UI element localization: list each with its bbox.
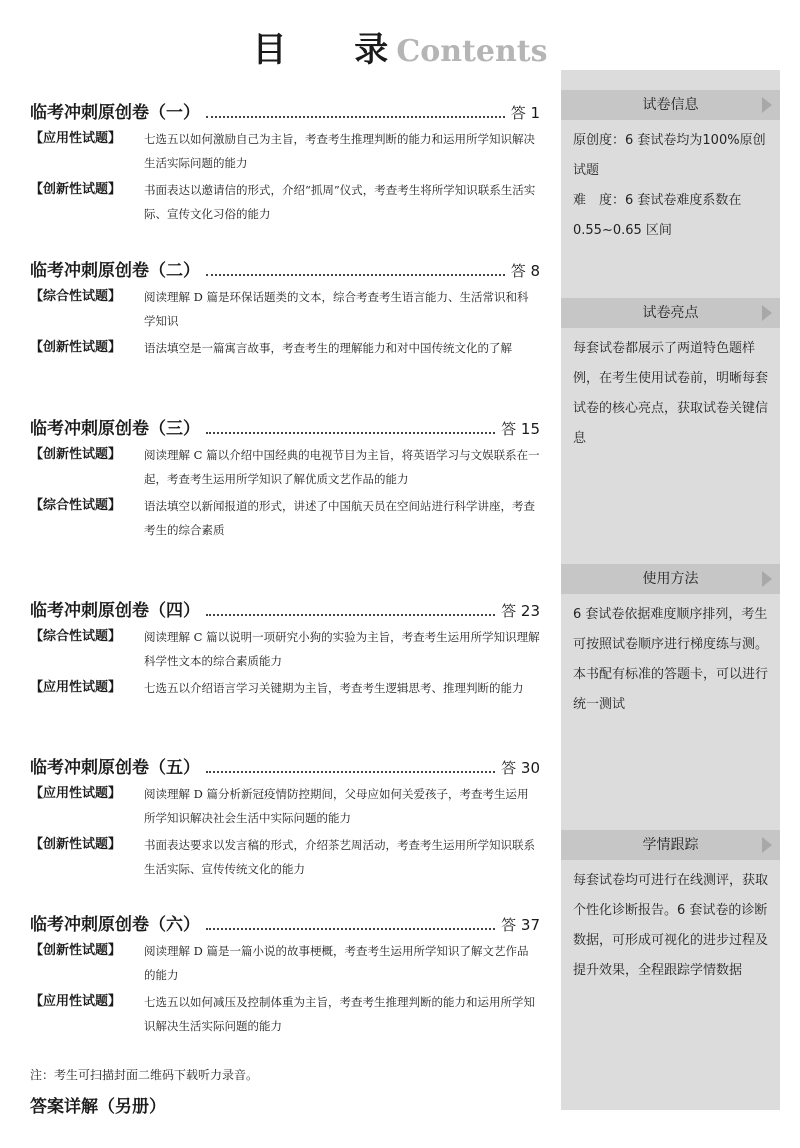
item-tag: 【应用性试题】 <box>30 131 122 146</box>
leader-dots <box>206 260 505 276</box>
item-description: 阅读理解 D 篇是环保话题类的文本，综合考查考生语言能力、生活常识和科学知识 <box>144 290 529 328</box>
item-tag: 【创新性试题】 <box>30 943 122 958</box>
triangle-arrow-icon <box>762 571 772 587</box>
sidebar-section-tracking <box>561 830 780 986</box>
highlight-item <box>30 782 540 830</box>
sidebar-heading-label: 试卷亮点 <box>642 305 699 321</box>
leader-dots <box>206 600 495 616</box>
page-title <box>0 22 800 71</box>
item-description: 阅读理解 C 篇以说明一项研究小狗的实验为主旨，考查考生运用所学知识理解科学性文本的综合素质能力 <box>144 630 540 668</box>
item-tag: 【综合性试题】 <box>30 289 122 304</box>
triangle-arrow-icon <box>762 305 772 321</box>
item-tag: 【应用性试题】 <box>30 994 122 1009</box>
item-tag: 【创新性试题】 <box>30 837 122 852</box>
toc-entry-header[interactable] <box>30 596 540 622</box>
item-tag: 【综合性试题】 <box>30 629 122 644</box>
sidebar-section-body <box>561 328 780 454</box>
item-description: 七选五以如何减压及控制体重为主旨，考查考生推理判断的能力和运用所学知识解决生活实际问题的能力 <box>144 995 535 1033</box>
leader-dots <box>206 418 495 434</box>
sidebar-section-body <box>561 594 780 720</box>
leader-dots <box>206 102 505 118</box>
paper-title: 临考冲刺原创卷（二） <box>30 261 200 281</box>
answer-page: 答 37 <box>501 916 540 934</box>
item-description: 阅读理解 C 篇以介绍中国经典的电视节目为主旨，将英语学习与文娱联系在一起，考查考生运用所学知识了解优质文艺作品的能力 <box>144 448 540 486</box>
sidebar-section-heading <box>561 830 780 860</box>
sidebar-section-body <box>561 120 780 246</box>
toc-entry[interactable] <box>30 256 540 360</box>
sidebar-heading-label: 学情跟踪 <box>642 837 699 853</box>
highlight-item <box>30 336 540 360</box>
item-tag: 【创新性试题】 <box>30 447 122 462</box>
toc-entry-header[interactable] <box>30 256 540 282</box>
toc-entry-header[interactable] <box>30 910 540 936</box>
triangle-arrow-icon <box>762 837 772 853</box>
sidebar-heading-label: 使用方法 <box>642 571 699 587</box>
answers-heading: 答案详解（另册） <box>30 1097 166 1117</box>
toc-entry[interactable] <box>30 596 540 700</box>
toc-entry[interactable] <box>30 910 540 1038</box>
highlight-item <box>30 285 540 333</box>
highlight-item <box>30 676 540 700</box>
highlight-item <box>30 494 540 542</box>
toc-entry-header[interactable] <box>30 98 540 124</box>
item-description: 七选五以介绍语言学习关键期为主旨，考查考生逻辑思考、推理判断的能力 <box>144 681 524 695</box>
item-tag: 【应用性试题】 <box>30 680 122 695</box>
sidebar-body-text: 6 套试卷依据难度顺序排列，考生可按照试卷顺序进行梯度练与测。本书配有标准的答题卡，可以进行统一测试 <box>573 607 769 712</box>
paper-title: 临考冲刺原创卷（五） <box>30 758 200 778</box>
answer-page: 答 8 <box>510 262 540 280</box>
paper-title: 临考冲刺原创卷（三） <box>30 419 200 439</box>
sidebar-section-heading <box>561 90 780 120</box>
item-tag: 【创新性试题】 <box>30 182 122 197</box>
highlight-item <box>30 127 540 175</box>
sidebar-heading-label: 试卷信息 <box>642 97 699 113</box>
item-description: 阅读理解 D 篇分析新冠疫情防控期间，父母应如何关爱孩子，考查考生运用所学知识解决社会生活中实际问题的能力 <box>144 787 529 825</box>
highlight-item <box>30 939 540 987</box>
toc-entry-header[interactable] <box>30 414 540 440</box>
title-english: Contents <box>396 34 548 69</box>
toc-entry-header[interactable] <box>30 753 540 779</box>
answer-page: 答 23 <box>501 602 540 620</box>
sidebar-section-heading <box>561 298 780 328</box>
highlight-item <box>30 443 540 491</box>
paper-title: 临考冲刺原创卷（六） <box>30 915 200 935</box>
item-description: 书面表达要求以发言稿的形式，介绍茶艺周活动，考查考生运用所学知识联系生活实际、宣传传统文化的能力 <box>144 838 535 876</box>
sidebar-body-text: 每套试卷都展示了两道特色题样例，在考生使用试卷前，明晰每套试卷的核心亮点，获取试卷关键信息 <box>573 341 769 446</box>
leader-dots <box>206 914 495 930</box>
highlight-item <box>30 625 540 673</box>
sidebar-section-heading <box>561 564 780 594</box>
triangle-arrow-icon <box>762 97 772 113</box>
highlight-item <box>30 833 540 881</box>
paper-title: 临考冲刺原创卷（一） <box>30 103 200 123</box>
toc-entry[interactable] <box>30 98 540 226</box>
sidebar-section-highlights <box>561 298 780 454</box>
answer-page: 答 15 <box>501 420 540 438</box>
footnote: 注：考生可扫描封面二维码下载听力录音。 <box>30 1068 259 1082</box>
item-tag: 【应用性试题】 <box>30 786 122 801</box>
item-description: 七选五以如何激励自己为主旨，考查考生推理判断的能力和运用所学知识解决生活实际问题的能力 <box>144 132 535 170</box>
item-description: 语法填空以新闻报道的形式，讲述了中国航天员在空间站进行科学讲座，考查考生的综合素质 <box>144 499 535 537</box>
sidebar-section-usage <box>561 564 780 720</box>
item-description: 语法填空是一篇寓言故事，考查考生的理解能力和对中国传统文化的了解 <box>144 341 512 355</box>
sidebar-section-info <box>561 90 780 246</box>
toc-entry[interactable] <box>30 753 540 881</box>
title-chinese: 目 录 <box>252 30 417 70</box>
toc-entry[interactable] <box>30 414 540 542</box>
item-tag: 【创新性试题】 <box>30 340 122 355</box>
sidebar-section-body <box>561 860 780 986</box>
answer-page: 答 1 <box>510 104 540 122</box>
item-description: 书面表达以邀请信的形式，介绍“抓周”仪式，考查考生将所学知识联系生活实际、宣传文化习俗的能力 <box>144 183 536 221</box>
item-tag: 【综合性试题】 <box>30 498 122 513</box>
sidebar-body-text: 每套试卷均可进行在线测评，获取个性化诊断报告。6 套试卷的诊断数据，可形成可视化的进步过程及提升效果，全程跟踪学情数据 <box>573 873 769 978</box>
paper-title: 临考冲刺原创卷（四） <box>30 601 200 621</box>
highlight-item <box>30 178 540 226</box>
highlight-item <box>30 990 540 1038</box>
answer-page: 答 30 <box>501 759 540 777</box>
info-sidebar <box>561 70 780 1110</box>
item-description: 阅读理解 D 篇是一篇小说的故事梗概，考查考生运用所学知识了解文艺作品的能力 <box>144 944 529 982</box>
sidebar-body-text: 原创度：6 套试卷均为100%原创试题 难 度：6 套试卷难度系数在 0.55~0.65 区间 <box>573 133 766 238</box>
leader-dots <box>206 757 495 773</box>
